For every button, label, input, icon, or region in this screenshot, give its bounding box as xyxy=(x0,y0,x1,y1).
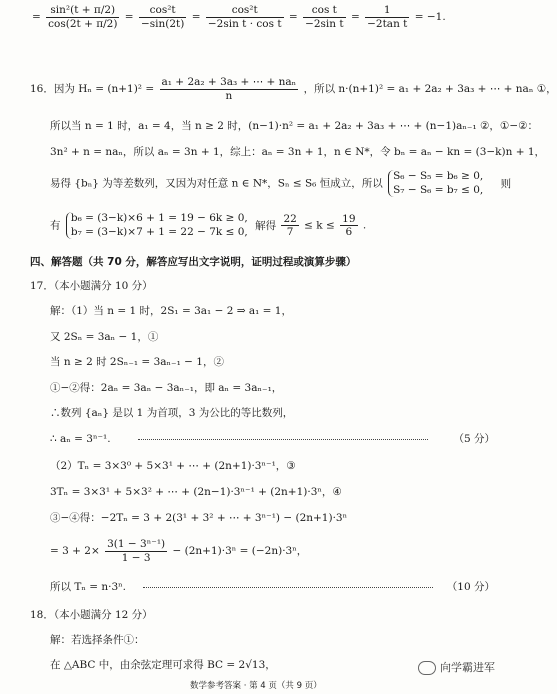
p17-line-3: 当 n ≥ 2 时 2Sₙ₋₁ = 3aₙ₋₁ − 1，② xyxy=(50,356,224,368)
p16-frac-hi-den: 6 xyxy=(345,226,353,239)
p18-line-2: 在 △ABC 中，由余弦定理可求得 BC = 2√13， xyxy=(50,659,276,671)
page-footer: 数学参考答案 · 第 4 页（共 9 页） xyxy=(190,681,322,691)
p16-brace-1 xyxy=(388,170,483,197)
fraction-5 xyxy=(365,4,409,30)
p16-line-1 xyxy=(30,76,557,102)
eq-sign: = xyxy=(288,11,298,24)
p16-brace-1-top: S₆ − S₅ = b₆ ≥ 0, xyxy=(393,170,484,182)
p16-brace-2-top: b₆ = (3−k)×6 + 1 = 19 − 6k ≥ 0, xyxy=(70,212,248,224)
p17-line-2: 又 2Sₙ = 3aₙ − 1，① xyxy=(50,331,159,343)
eq-sign: = xyxy=(191,11,201,24)
p17-line-8: 3Tₙ = 3×3¹ + 5×3² + ⋯ + (2n−1)·3ⁿ⁻¹ + (2n+1)·3ⁿ，④ xyxy=(50,486,342,498)
p17-an-formula: ∴ aₙ = 3ⁿ⁻¹. xyxy=(50,433,111,445)
p16-frac-lo xyxy=(281,213,298,239)
fraction-1-den: cos(2t + π/2) xyxy=(48,17,118,30)
p17-line-9: ③−④得：−2Tₙ = 3 + 2(3¹ + 3² + ⋯ + 3ⁿ⁻¹) − (2n+1)·3ⁿ xyxy=(50,512,348,524)
wechat-icon xyxy=(418,661,436,675)
eq-lead: = xyxy=(32,11,41,24)
p18-title: 18．（本小题满分 12 分） xyxy=(30,609,153,621)
fraction-2 xyxy=(139,4,186,30)
score-10: （10 分） xyxy=(446,581,495,593)
p17-line-5: ∴数列 {aₙ} 是以 1 为首项，3 为公比的等比数列， xyxy=(50,407,294,419)
fraction-3-num: cos²t xyxy=(206,4,284,18)
p16-brace-2 xyxy=(66,212,248,239)
p16-brace-1-bottom: S₇ − S₆ = b₇ ≤ 0, xyxy=(393,183,484,196)
p17-frac-num: 3(1 − 3ⁿ⁻¹) xyxy=(107,538,166,550)
p16-line-2: 所以当 n = 1 时，a₁ = 4，当 n ≥ 2 时，(n−1)·n² = a₁ + 2a₂ + 3a₃ + ⋯ + (n−1)aₙ₋₁ ②，①−②： xyxy=(50,120,539,132)
p16-l4-c: 则 xyxy=(500,177,512,190)
fraction-5-num: 1 xyxy=(365,4,409,18)
p17-fraction xyxy=(105,538,167,564)
p17-tn-result: 所以 Tₙ = n·3ⁿ. xyxy=(50,581,127,593)
p17-line-10 xyxy=(50,538,307,564)
p16-frac-den: n xyxy=(225,89,233,102)
p17-line-11 xyxy=(50,581,495,594)
p17-line-7: （2）Tₙ = 3×3⁰ + 5×3¹ + ⋯ + (2n+1)·3ⁿ⁻¹，③ xyxy=(50,460,296,472)
dot-leader xyxy=(143,587,433,588)
p16-l5-a: 有 xyxy=(50,219,61,232)
fraction-1-num: sin²(t + π/2) xyxy=(46,4,119,18)
p16-l1-a: 16．因为 Hₙ = (n+1)² = xyxy=(30,83,155,96)
fraction-1 xyxy=(46,4,119,30)
fraction-2-den: −sin(2t) xyxy=(140,17,185,30)
eq-tail: = −1. xyxy=(414,11,446,24)
p17-line-6 xyxy=(50,433,495,446)
fraction-3-den: −2sin t · cos t xyxy=(207,17,282,30)
section-heading: 四、解答题（共 70 分，解答应写出文字说明，证明过程或演算步骤） xyxy=(30,256,357,268)
watermark-text: 向学霸进军 xyxy=(440,661,495,674)
p17-frac-den: 1 − 3 xyxy=(121,551,151,564)
p16-frac-hi-num: 19 xyxy=(342,212,356,225)
p16-brace-2-bottom: b₇ = (3−k)×7 + 1 = 22 − 7k ≤ 0, xyxy=(70,225,248,238)
p16-line-5 xyxy=(50,212,366,239)
p16-l4-a: 易得 {bₙ} 为等差数列，又因为对任意 n ∈ N*，Sₙ ≤ S₆ 恒成立，所以 xyxy=(50,177,383,190)
p18-line-1: 解：若选择条件①： xyxy=(50,634,145,646)
score-5: （5 分） xyxy=(453,433,495,445)
p16-l5-end: . xyxy=(362,219,367,232)
p16-frac-lo-num: 22 xyxy=(283,212,297,225)
p17-line-4: ①−②得：2aₙ = 3aₙ − 3aₙ₋₁，即 aₙ = 3aₙ₋₁， xyxy=(50,382,283,394)
p17-line-1: 解：（1）当 n = 1 时，2S₁ = 3a₁ − 2 ⇒ a₁ = 1， xyxy=(50,305,292,317)
p17-l10-a: = 3 + 2× xyxy=(50,545,100,558)
dot-leader xyxy=(138,439,428,440)
p16-frac-lo-den: 7 xyxy=(286,226,294,239)
p16-frac-hi xyxy=(340,213,357,239)
top-equation xyxy=(32,4,446,30)
fraction-5-den: −2tan t xyxy=(367,17,408,30)
eq-sign: = xyxy=(124,11,134,24)
p16-fraction xyxy=(160,76,299,102)
fraction-4-den: −2sin t xyxy=(305,17,344,30)
fraction-4-num: cos t xyxy=(303,4,346,18)
p16-l1-b: ，所以 n·(n+1)² = a₁ + 2a₂ + 3a₃ + ⋯ + naₙ ①， xyxy=(303,83,557,96)
p16-l5-mid: ≤ k ≤ xyxy=(304,219,335,232)
eq-sign: = xyxy=(350,11,360,24)
p17-title: 17．（本小题满分 10 分） xyxy=(30,280,153,292)
p16-line-3: 3n² + n = naₙ，所以 aₙ = 3n + 1，综上：aₙ = 3n + 1，n ∈ N*，令 bₙ = aₙ − kn = (3−k)n + 1， xyxy=(50,146,546,158)
p17-l10-b: − (2n+1)·3ⁿ = (−2n)·3ⁿ， xyxy=(172,545,308,558)
fraction-3 xyxy=(206,4,284,30)
fraction-4 xyxy=(303,4,346,30)
fraction-2-num: cos²t xyxy=(139,4,186,18)
p16-frac-num: a₁ + 2a₂ + 3a₃ + ⋯ + naₙ xyxy=(161,76,297,88)
p16-l5-c: 解得 xyxy=(255,219,277,232)
watermark xyxy=(418,661,495,675)
p16-line-4 xyxy=(50,170,511,197)
